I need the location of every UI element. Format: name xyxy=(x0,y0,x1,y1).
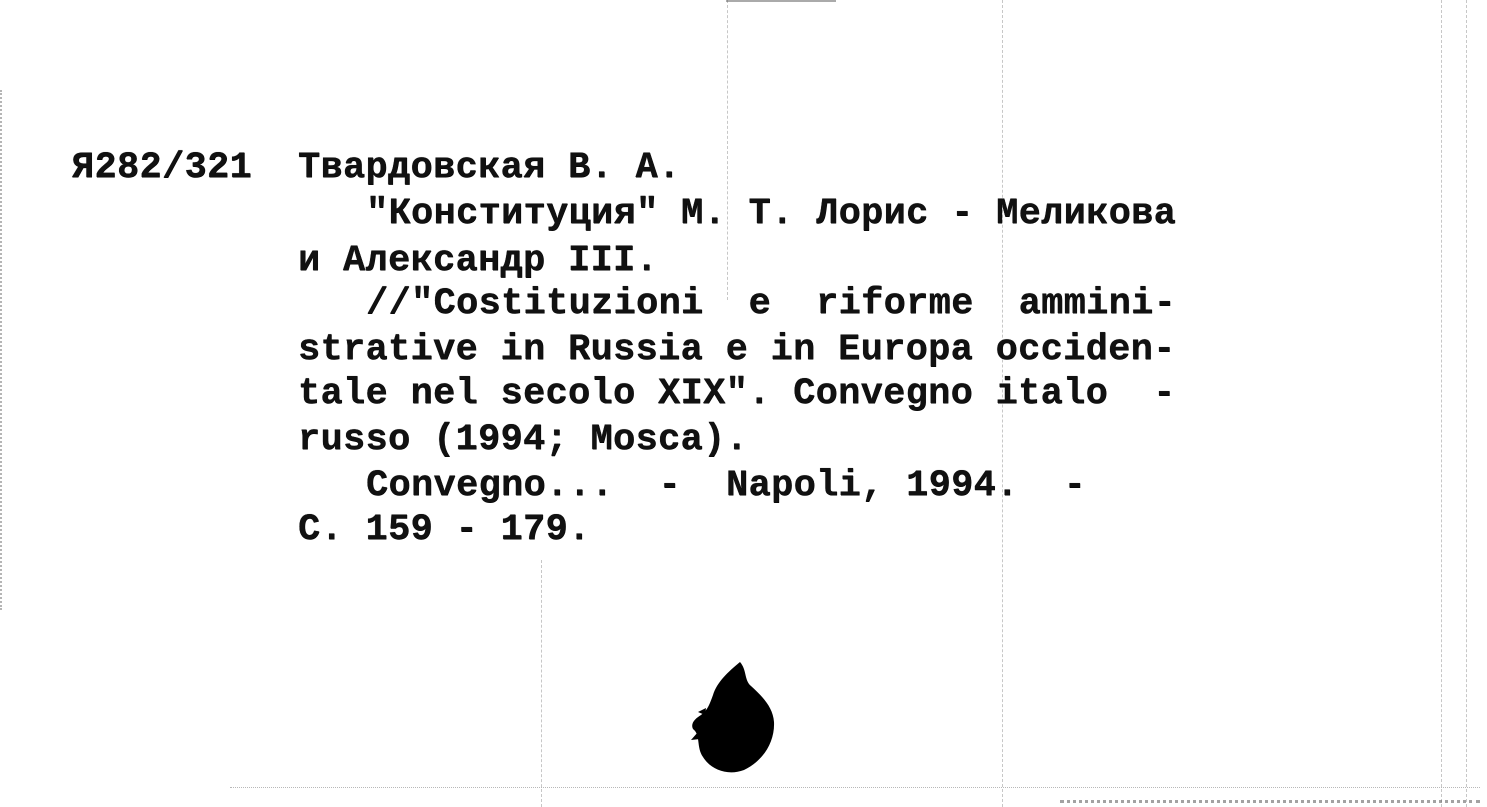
scan-guide-line xyxy=(541,560,542,807)
author-heading: Твардовская В. А. xyxy=(298,147,681,189)
card-edge-line xyxy=(1060,800,1480,803)
publication-line: Convegno... - Napoli, 1994. - xyxy=(366,465,1087,507)
title-line: и Александр III. xyxy=(298,240,659,282)
shelf-mark: Я282/321 xyxy=(72,147,253,189)
punch-hole xyxy=(690,660,776,774)
scan-guide-line xyxy=(230,787,1480,788)
source-line: russo (1994; Mosca). xyxy=(298,419,749,461)
source-line: tale nel secolo XIX". Convegno italo - xyxy=(298,373,1176,415)
pages-line: С. 159 - 179. xyxy=(298,509,591,551)
source-line: strative in Russia e in Europa occiden- xyxy=(298,329,1176,371)
source-line: //"Costituzioni e riforme ammini- xyxy=(366,283,1177,325)
scan-guide-line xyxy=(727,0,728,300)
scan-guide-line xyxy=(1441,0,1442,807)
card-edge-line xyxy=(0,90,2,610)
card-edge-line xyxy=(726,0,836,2)
title-line: "Конституция" М. Т. Лорис - Меликова xyxy=(366,193,1177,235)
scan-guide-line xyxy=(1466,0,1467,807)
